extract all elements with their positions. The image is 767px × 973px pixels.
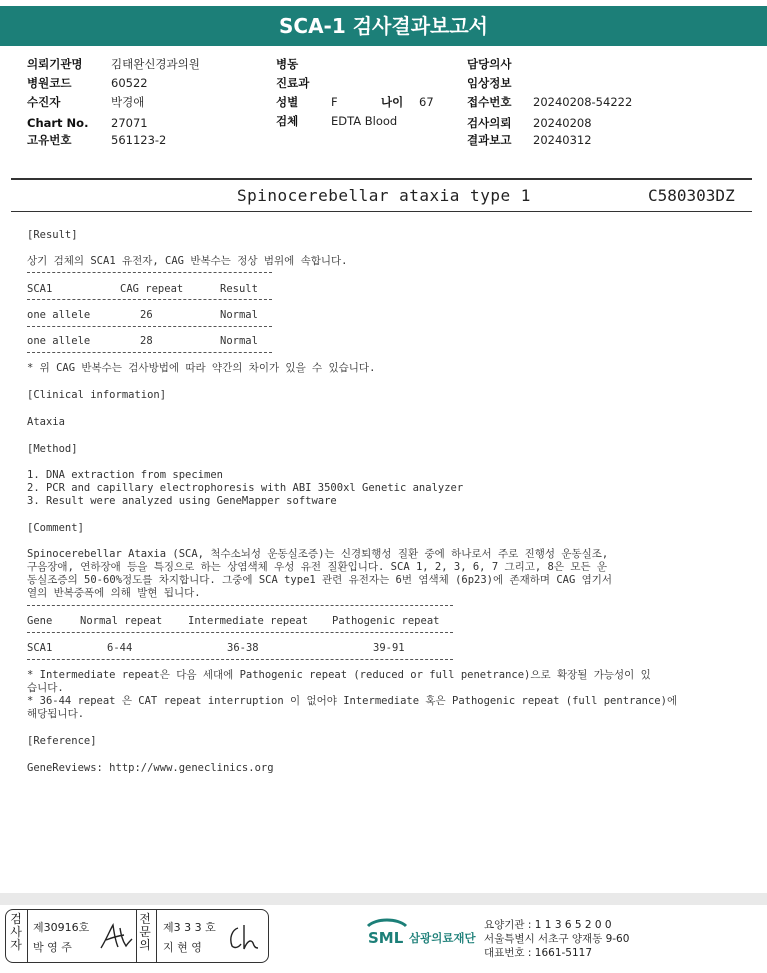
examiner-name: 박 영 주 [33,941,72,954]
clinical-heading: [Clinical information] [27,389,167,401]
comment-line: 열의 반복중폭에 의해 발현 됩니다. [27,587,201,599]
specialist-role: 전문의 [139,912,151,952]
examiner-signature [98,922,134,952]
comment-heading: [Comment] [27,522,84,534]
repeat-row-pathogenic: 39-91 [373,642,405,654]
age-value: 67 [419,95,434,109]
test-band-top-rule [11,178,752,180]
chart-no-value: 27071 [111,116,148,130]
specialist-license: 제3 3 3 호 [163,921,216,934]
comment-note: 습니다. [27,682,64,694]
patient-label: 수진자 [27,95,61,109]
clinical-text: Ataxia [27,416,65,428]
repeat-col-pathogenic: Pathogenic repeat [332,615,440,627]
report-date-label: 결과보고 [467,133,512,147]
result-col-cag: CAG repeat [120,283,184,295]
result-col-result: Result [220,283,258,295]
org-name: 삼광의료재단 [409,931,476,945]
hospital-code-label: 병원코드 [27,76,72,90]
result-summary: 상기 검체의 SCA1 유전자, CAG 반복수는 정상 범위에 속합니다. [27,255,348,267]
test-code: C580303DZ [648,186,735,205]
examiner-role: 검사자 [10,912,22,952]
result-row-repeat: 28 [140,335,153,347]
specialist-signature [226,922,262,952]
dept-label: 진료과 [276,76,310,90]
result-table-rule [27,326,272,327]
method-step: 1. DNA extraction from specimen [27,469,223,481]
institution-value: 김태완신경과의원 [111,57,200,71]
request-date-label: 검사의뢰 [467,116,512,130]
signature-divider [27,910,28,962]
org-address: 서울특별시 서초구 양재동 9-60 [484,933,630,945]
unique-id-value: 561123-2 [111,133,167,147]
org-phone: 대표번호 : 1661-5117 [484,947,593,959]
comment-line: 동실조증의 50-60%정도를 차지합니다. 그중에 SCA type1 관련 유전자는 6번 염색체 (6p23)에 존재하며 CAG 염기서 [27,574,613,586]
age-label: 나이 [381,95,404,109]
repeat-col-normal: Normal repeat [80,615,163,627]
repeat-row-gene: SCA1 [27,642,53,654]
svg-text:SML: SML [368,929,404,946]
result-heading: [Result] [27,229,78,241]
result-note: * 위 CAG 반복수는 검사방법에 따라 약간의 차이가 있을 수 있습니다. [27,362,376,374]
sex-value: F [331,95,338,109]
unique-id-label: 고유번호 [27,133,72,147]
patient-value: 박경애 [111,95,145,109]
test-band-bottom-rule [11,211,752,212]
request-date-value: 20240208 [533,116,592,130]
signature-box [5,909,269,963]
result-row-allele: one allele [27,335,91,347]
comment-note: 해당됩니다. [27,708,85,720]
repeat-row-intermediate: 36-38 [227,642,259,654]
comment-note: * 36-44 repeat 은 CAT repeat interruption 이 없어야 Intermediate 혹은 Pathogenic repeat (full pentrance)에 [27,695,678,707]
result-col-sca1: SCA1 [27,283,53,295]
sml-logo [366,916,408,946]
clinical-info-label: 임상정보 [467,76,512,90]
reference-heading: [Reference] [27,735,97,747]
repeat-col-gene: Gene [27,615,53,627]
receipt-no-label: 접수번호 [467,95,512,109]
institution-number: 요양기관 : 1 1 3 6 5 2 0 0 [484,919,612,931]
result-row-status: Normal [220,309,258,321]
footer-band [0,893,767,905]
repeat-row-normal: 6-44 [107,642,133,654]
institution-label: 의뢰기관명 [27,57,83,71]
repeat-col-intermediate: Intermediate repeat [188,615,309,627]
signature-divider [136,910,137,962]
reference-text: GeneReviews: http://www.geneclinics.org [27,762,274,774]
repeat-table-rule [27,659,453,660]
specimen-label: 검체 [276,114,299,128]
report-date-value: 20240312 [533,133,592,147]
receipt-no-value: 20240208-54222 [533,95,633,109]
examiner-license: 제30916호 [33,921,90,934]
result-row-repeat: 26 [140,309,153,321]
method-step: 2. PCR and capillary electrophoresis with ABI 3500xl Genetic analyzer [27,482,464,494]
result-table-rule [27,299,272,300]
comment-line: 구음장애, 연하장애 등을 특징으로 하는 상염색체 우성 유전 질환입니다. SCA 1, 2, 3, 6, 7 그리고, 8은 모든 운 [27,561,608,573]
repeat-table-rule [27,605,453,606]
doctor-label: 담당의사 [467,57,512,71]
report-title: SCA-1 검사결과보고서 [0,6,767,46]
chart-no-label: Chart No. [27,116,89,130]
repeat-table-rule [27,632,453,633]
result-table-rule [27,352,272,353]
hospital-code-value: 60522 [111,76,148,90]
specimen-value: EDTA Blood [331,114,398,128]
sex-label: 성별 [276,95,299,109]
result-row-allele: one allele [27,309,91,321]
comment-note: * Intermediate repeat은 다음 세대에 Pathogenic repeat (reduced or full penetrance)으로 확장될 가능성이 있 [27,669,651,681]
test-name: Spinocerebellar ataxia type 1 [237,186,531,205]
specialist-name: 지 현 영 [163,941,202,954]
method-step: 3. Result were analyzed using GeneMapper software [27,495,337,507]
result-row-status: Normal [220,335,258,347]
result-table-rule [27,272,272,273]
comment-line: Spinocerebellar Ataxia (SCA, 척수소뇌성 운동실조증)는 신경퇴행성 질환 중에 하나로서 주로 진행성 운동실조, [27,548,609,560]
signature-divider [156,910,157,962]
method-heading: [Method] [27,443,78,455]
ward-label: 병동 [276,57,299,71]
